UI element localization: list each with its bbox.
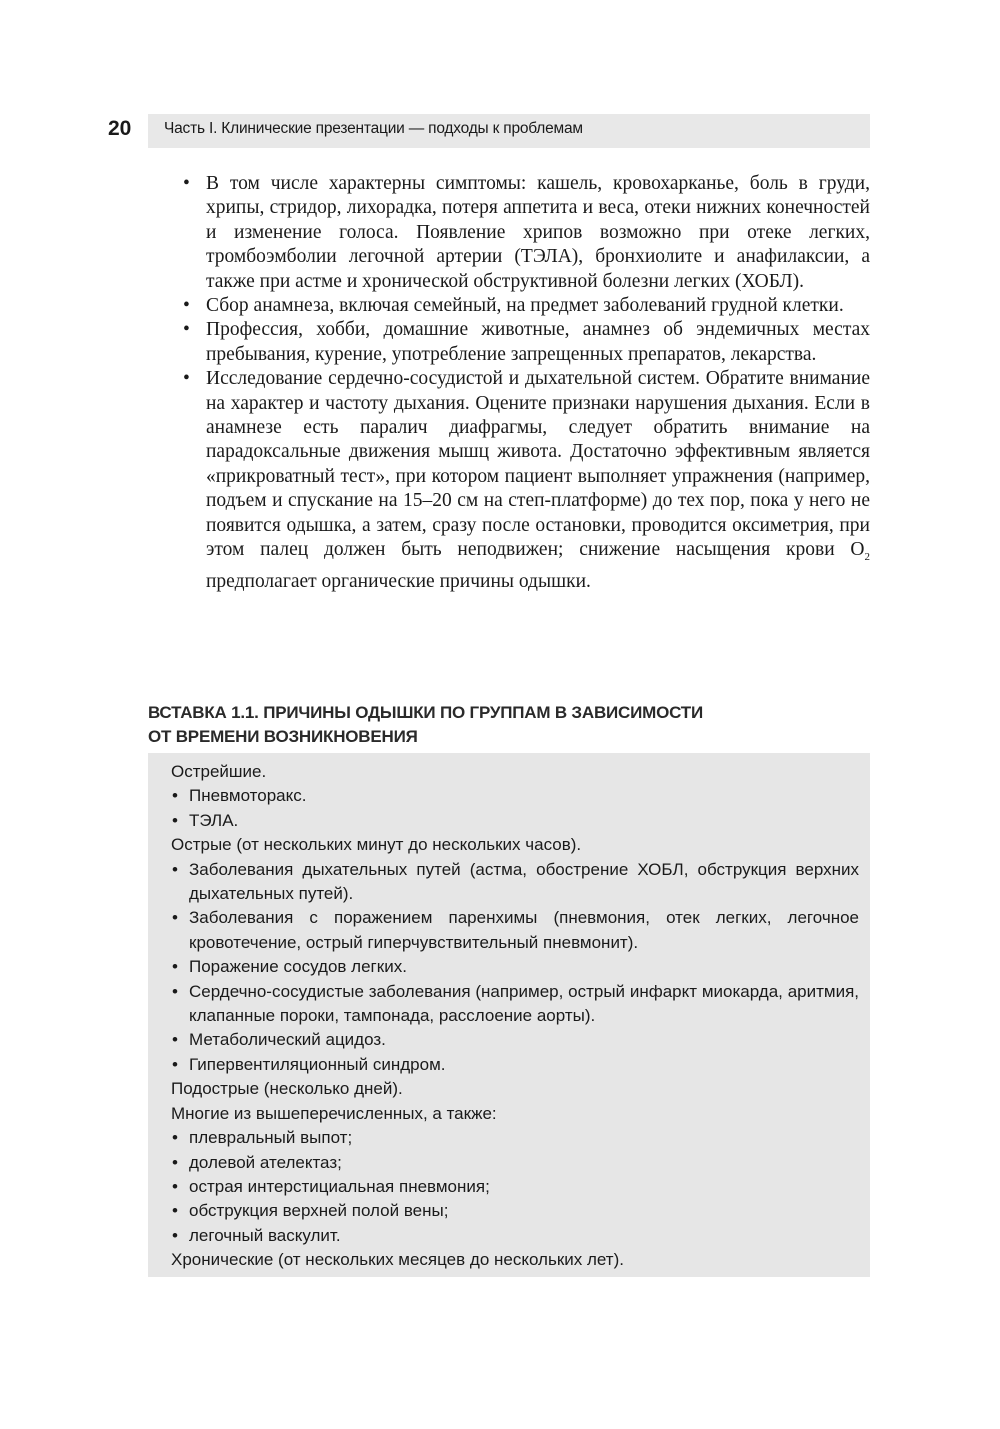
bullet-icon: • — [172, 981, 178, 1001]
header-band — [148, 114, 870, 148]
box-title-line: ВСТАВКА 1.1. ПРИЧИНЫ ОДЫШКИ ПО ГРУППАМ В ЗАВИСИМОСТИ — [148, 703, 703, 722]
list-item-text: легочный васкулит. — [189, 1225, 341, 1245]
list-item — [183, 172, 870, 294]
body-bullet-list — [183, 172, 870, 594]
list-item-text: Метаболический ацидоз. — [189, 1030, 386, 1050]
category-acute: Острые (от нескольких минут до нескольких часов). — [171, 835, 582, 855]
list-item — [171, 809, 859, 833]
list-item — [171, 980, 859, 1029]
running-header — [98, 114, 870, 148]
bullet-icon: • — [172, 908, 178, 928]
list-item-text: Заболевания с поражением паренхимы (пневмония, отек легких, легочное кровотечение, острый гиперчувствительный пневмонит). — [189, 908, 859, 952]
list-item — [171, 1224, 859, 1248]
list-item-text: Гипервентиляционный синдром. — [189, 1054, 446, 1074]
acute-list — [171, 858, 859, 1078]
o2-subscript: 2 — [864, 551, 870, 564]
category-chronic: Хронические (от нескольких месяцев до нескольких лет). — [171, 1250, 624, 1270]
bullet-icon: • — [172, 1225, 178, 1245]
hyperacute-list — [171, 784, 859, 833]
category-subacute: Подострые (несколько дней). — [171, 1079, 403, 1099]
list-item — [171, 906, 859, 955]
bullet-icon: • — [172, 1054, 178, 1074]
list-item-text: Сбор анамнеза, включая семейный, на предмет заболеваний грудной клетки. — [206, 295, 844, 317]
bullet-icon: • — [172, 1128, 178, 1148]
list-item — [171, 1175, 859, 1199]
info-box — [148, 753, 870, 1277]
list-item — [183, 294, 870, 318]
running-title: Часть I. Клинические презентации — подходы к проблемам — [164, 120, 583, 137]
list-item-text: В том числе характерны симптомы: кашель, кровохарканье, боль в груди, хрипы, стридор, лихорадка, потеря аппетита и веса, отеки нижних конечностей и изменение голоса. Появление хрипов возможно при отеке легких, тромбоэмболии легочной артерии (ТЭЛА), бронхиолите и анафилаксии, а также при астме и хронической обструктивной болезни легких (ХОБЛ). — [206, 173, 870, 292]
bullet-icon: • — [183, 319, 190, 341]
subacute-list — [171, 1126, 859, 1248]
page-number: 20 — [108, 117, 132, 140]
list-item — [171, 1126, 859, 1150]
list-item-text: Сердечно-сосудистые заболевания (например, острый инфаркт миокарда, аритмия, клапанные пороки, тампонада, расслоение аорты). — [189, 981, 859, 1026]
list-item — [171, 1199, 859, 1223]
bullet-icon: • — [172, 810, 178, 830]
list-item — [171, 858, 859, 907]
bullet-icon: • — [172, 786, 178, 806]
list-item — [171, 1028, 859, 1052]
info-box-content — [171, 760, 859, 1273]
list-item-text-tail: предполагает органические причины одышки. — [206, 570, 591, 592]
list-item — [171, 1053, 859, 1077]
list-item-text: ТЭЛА. — [189, 810, 239, 830]
bullet-icon: • — [172, 859, 178, 879]
list-item-text: острая интерстициальная пневмония; — [189, 1176, 490, 1196]
box-title — [148, 701, 870, 749]
bullet-icon: • — [172, 957, 178, 977]
bullet-icon: • — [183, 368, 190, 390]
list-item — [183, 318, 870, 367]
list-item-text: Пневмоторакс. — [189, 786, 307, 806]
bullet-icon: • — [172, 1201, 178, 1221]
list-item — [171, 1151, 859, 1175]
subacute-intro: Многие из вышеперечисленных, а также: — [171, 1103, 497, 1123]
list-item-text: плевральный выпот; — [189, 1128, 353, 1148]
bullet-icon: • — [172, 1030, 178, 1050]
box-title-line: ОТ ВРЕМЕНИ ВОЗНИКНОВЕНИЯ — [148, 727, 418, 746]
bullet-icon: • — [183, 295, 190, 317]
bullet-icon: • — [172, 1152, 178, 1172]
list-item-text: обструкция верхней полой вены; — [189, 1201, 449, 1221]
bullet-icon: • — [183, 173, 190, 194]
list-item-text: долевой ателектаз; — [189, 1152, 342, 1172]
list-item — [183, 367, 870, 594]
list-item-text: Исследование сердечно-сосудистой и дыхательной систем. Обратите внимание на характер и частоту дыхания. Оцените признаки нарушения дыхания. Если в анамнезе есть паралич диафрагмы, следует обратить внимание на парадоксальные движения мышц живота. Достаточно эффективным является «прикроватный тест», при котором пациент выполняет упражнения (например, подъем и спускание на 15–20 см на степ-платформе) до тех пор, пока у него не появится одышка, а затем, сразу после остановки, проводится оксиметрия, при этом палец должен быть неподвижен; снижение насыщения крови O — [206, 368, 870, 561]
list-item-text: Профессия, хобби, домашние животные, анамнез об эндемичных местах пребывания, курение, употребление запрещенных препаратов, лекарства. — [206, 319, 870, 365]
bullet-icon: • — [172, 1176, 178, 1196]
list-item-text: Поражение сосудов легких. — [189, 957, 407, 977]
list-item — [171, 955, 859, 979]
list-item — [171, 784, 859, 808]
category-hyperacute: Острейшие. — [171, 762, 267, 781]
list-item-text: Заболевания дыхательных путей (астма, обострение ХОБЛ, обструкция верхних дыхательных путей). — [189, 859, 859, 904]
